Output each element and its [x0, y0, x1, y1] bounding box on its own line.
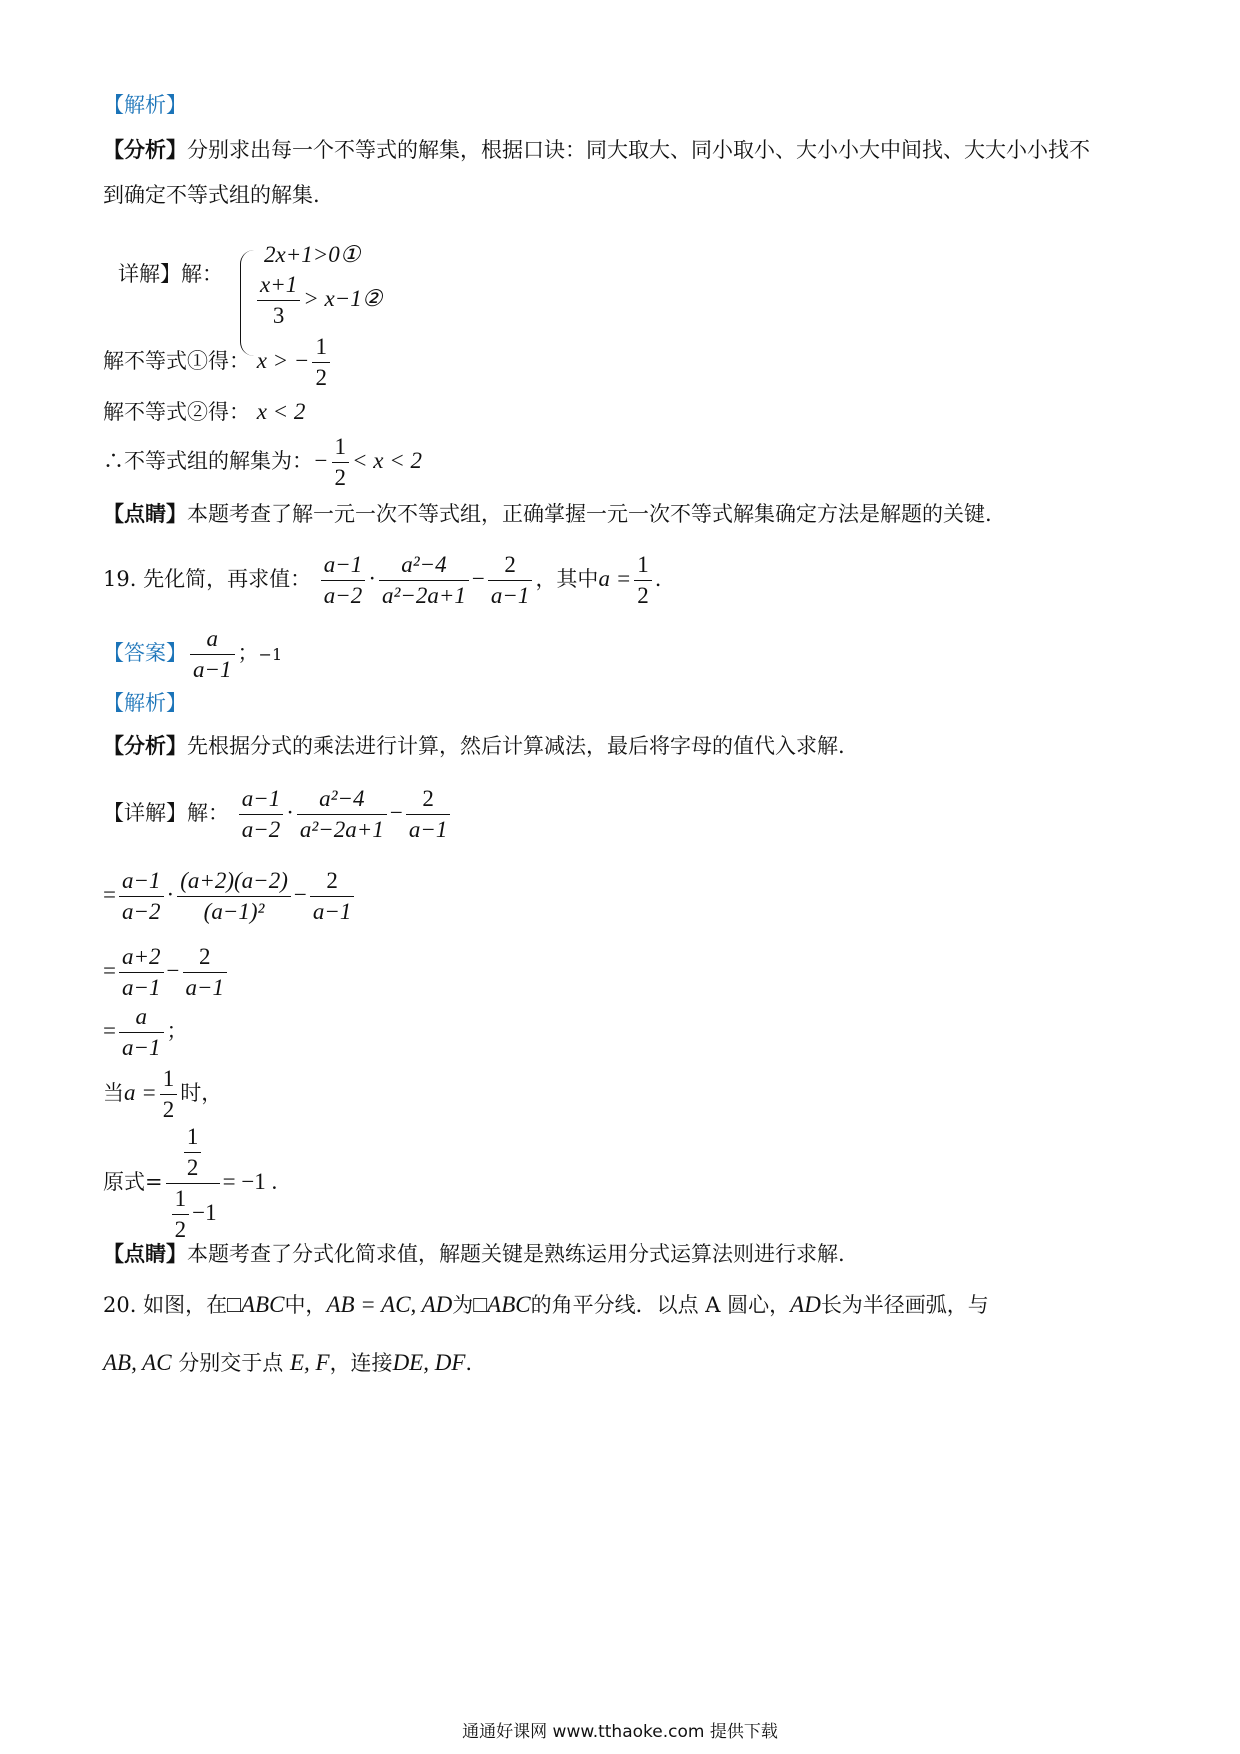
a-value-fraction	[160, 1064, 178, 1125]
fraction-numerator: 1	[160, 1064, 178, 1095]
factored-fraction	[177, 866, 291, 927]
fraction-numerator: a²−4	[379, 550, 469, 581]
analysis-label: 【分析】	[103, 137, 187, 162]
lower-term: −1	[192, 1199, 217, 1225]
q19-detail-step-4: = $\frac{a}{a-1}$ ；	[103, 1002, 188, 1063]
fraction	[119, 1002, 164, 1063]
fraction-denominator: (a−1)²	[203, 899, 265, 924]
answer-label: 【答案】	[103, 641, 187, 665]
fraction-denominator: 2	[334, 465, 347, 490]
fraction-denominator: a−1	[408, 817, 448, 842]
fraction-denominator: 3	[272, 303, 285, 328]
fraction	[310, 866, 355, 927]
fraction-denominator: a−1	[185, 975, 225, 1000]
fraction-numerator: 1	[634, 550, 652, 581]
fraction-denominator: 2	[315, 365, 327, 390]
fraction-denominator: a−1	[312, 899, 352, 924]
q18-analysis-line-2: 到确定不等式组的解集.	[103, 183, 320, 207]
q18-step-1	[103, 332, 333, 393]
text: 中，	[284, 1293, 327, 1317]
segment-ad: AD	[790, 1292, 821, 1317]
equation: AB = AC, AD	[326, 1292, 453, 1317]
result-value: = −1 .	[222, 1169, 278, 1194]
fraction-numerator: x+1	[257, 270, 300, 301]
fraction-numerator: 2	[406, 784, 451, 815]
complex-numerator	[166, 1122, 220, 1184]
inequality-1: 2x+1>0①	[264, 242, 361, 267]
fraction-numerator: a−1	[321, 550, 366, 581]
q19-analysis	[103, 731, 845, 761]
fraction-denominator: 2	[186, 1155, 199, 1180]
when-math: a =	[124, 1080, 157, 1105]
fraction-numerator: a−1	[239, 784, 284, 815]
q19-detail-step-3: = $\frac{a+2}{a-1}$ − $\frac{2}{a-1}$	[103, 942, 230, 1003]
fraction	[239, 784, 284, 845]
q19-when	[103, 1064, 222, 1125]
comment-label: 【点睛】	[103, 1241, 187, 1266]
fraction	[119, 942, 164, 1003]
q18-detail-prefix: 详解】解：	[118, 262, 223, 286]
when-text: 当	[103, 1081, 124, 1105]
fraction-numerator: a+2	[119, 942, 164, 973]
fraction-numerator: 1	[184, 1122, 202, 1153]
analysis-text: 分别求出每一个不等式的解集，根据口诀：同大取大、同小取小、大小小大中间找、大大小小找不	[187, 138, 1090, 162]
fraction-numerator: a²−4	[297, 784, 387, 815]
fraction-numerator: 1	[172, 1184, 190, 1215]
fraction-denominator: a−1	[121, 975, 161, 1000]
fraction-denominator: 2	[174, 1217, 187, 1242]
text: 分别交于点	[178, 1351, 284, 1375]
page-footer: 通通好课网 www.tthaoke.com 提供下载	[462, 1722, 778, 1742]
fraction	[172, 1184, 190, 1245]
fraction-denominator: 2	[162, 1097, 175, 1122]
fraction-numerator: (a+2)(a−2)	[177, 866, 291, 897]
when-suffix: 时，	[180, 1081, 223, 1105]
step-fraction	[332, 432, 350, 493]
step-math: x < 2	[256, 399, 306, 424]
inequality-2	[254, 270, 382, 331]
where-text: ，其中	[535, 567, 599, 591]
dot-operator: ·	[368, 566, 376, 591]
q18-comment	[103, 499, 992, 529]
answer-value: −1	[258, 645, 283, 664]
step-fraction	[312, 332, 330, 393]
angle-abc: □ABC	[473, 1292, 531, 1317]
q20-line-1	[103, 1290, 989, 1320]
fraction-numerator: 2	[488, 550, 533, 581]
minus-operator: −	[471, 566, 485, 591]
q18-step-3	[103, 432, 422, 493]
result-label: 原式=	[103, 1170, 163, 1194]
section-jiexi-1: 【解析】	[103, 93, 187, 117]
q18-step-2	[103, 397, 305, 427]
fraction	[184, 1122, 202, 1183]
fraction	[119, 866, 164, 927]
fraction-numerator: 1	[312, 332, 330, 363]
fraction-denominator: 2	[637, 583, 649, 608]
comment-text: 本题考查了分式化简求值，解题关键是熟练运用分式运算法则进行求解.	[187, 1242, 845, 1266]
q19-fraction-2	[379, 550, 469, 611]
question-text: 先化简，再求值：	[143, 567, 312, 591]
fraction-denominator: a−1	[121, 1035, 161, 1060]
answer-fraction	[190, 624, 235, 685]
comment-label: 【点睛】	[103, 501, 187, 526]
q19-detail-step-2: = $\frac{a-1}{a-2}$ · $\frac{(a+2)(a-2)}{\text{(a−1)²}}$ − $\frac{2}{a-1}$	[103, 866, 357, 927]
fraction-numerator: a−1	[119, 866, 164, 897]
detail-prefix: 【详解】解：	[103, 801, 229, 825]
minus-sign: −	[313, 448, 329, 473]
section-jiexi-2: 【解析】	[103, 691, 187, 715]
question-number: 20.	[103, 1293, 137, 1317]
segments: DE, DF	[392, 1350, 466, 1375]
inequality-2-fraction	[257, 270, 300, 331]
text: ，连接	[329, 1351, 393, 1375]
q19-result	[103, 1122, 277, 1245]
text: 为	[452, 1293, 474, 1317]
q19-answer: 【答案】 $\frac{a}{a-1}$ ；−1	[103, 624, 282, 685]
step-text: ∴不等式组的解集为：	[103, 449, 313, 473]
step-math: < x < 2	[352, 448, 423, 473]
q19-fraction-1	[321, 550, 366, 611]
analysis-label: 【分析】	[103, 733, 187, 758]
points: E, F	[289, 1350, 330, 1375]
q20-line-2	[103, 1348, 472, 1378]
step-math: x > −	[256, 348, 310, 373]
inequality-2-rest: > x−1②	[303, 285, 383, 311]
fraction-denominator: a²−2a+1	[299, 817, 384, 842]
fraction-denominator: a−2	[323, 583, 363, 608]
question-number: 19.	[103, 567, 137, 591]
text: 长为半径画弧，与	[820, 1293, 989, 1317]
fraction-denominator: a−2	[121, 899, 161, 924]
segments: AB, AC	[103, 1350, 172, 1375]
step-text: 解不等式②得：	[103, 400, 250, 424]
fraction-denominator: a−1	[490, 583, 530, 608]
a-value-fraction	[634, 550, 652, 611]
fraction-numerator: a	[190, 624, 235, 655]
fraction-numerator: a	[119, 1002, 164, 1033]
where-math: a =	[598, 566, 632, 591]
text: 如图，在	[143, 1293, 228, 1317]
text: .	[465, 1351, 473, 1375]
q19-detail-step-1: 【详解】解： $\frac{a-1}{a-2}$ · $\frac{\text{a²−4}}{\text{a²−2a+1}}$ − $\frac{2}{a-1}$	[103, 784, 453, 845]
fraction-numerator: 2	[183, 942, 228, 973]
fraction-denominator: a²−2a+1	[381, 583, 466, 608]
fraction	[406, 784, 451, 845]
fraction	[297, 784, 387, 845]
fraction-numerator: 2	[310, 866, 355, 897]
q19-fraction-3	[488, 550, 533, 611]
q19-question: 19. 先化简，再求值： $\frac{a-1}{a-2}$ · $\frac{\text{a²−4}}{\text{a²−2a+1}}$ − $\frac{2}{a-1}$ ，其中a = $\frac{1}{2}$ .	[103, 550, 661, 611]
fraction-denominator: a−2	[241, 817, 281, 842]
text: 的角平分线．以点 A 圆心，	[530, 1293, 791, 1317]
step-text: 解不等式①得：	[103, 349, 250, 373]
q19-comment	[103, 1239, 845, 1269]
fraction	[183, 942, 228, 1003]
analysis-text: 先根据分式的乘法进行计算，然后计算减法，最后将字母的值代入求解.	[187, 734, 845, 758]
fraction-numerator: 1	[332, 432, 350, 463]
triangle-abc: □ABC	[227, 1292, 285, 1317]
complex-fraction	[166, 1122, 220, 1245]
fraction-denominator: a−1	[193, 657, 232, 682]
complex-denominator	[166, 1184, 220, 1245]
q18-analysis-line-1	[103, 135, 1090, 165]
comment-text: 本题考查了解一元一次不等式组，正确掌握一元一次不等式解集确定方法是解题的关键.	[187, 502, 992, 526]
